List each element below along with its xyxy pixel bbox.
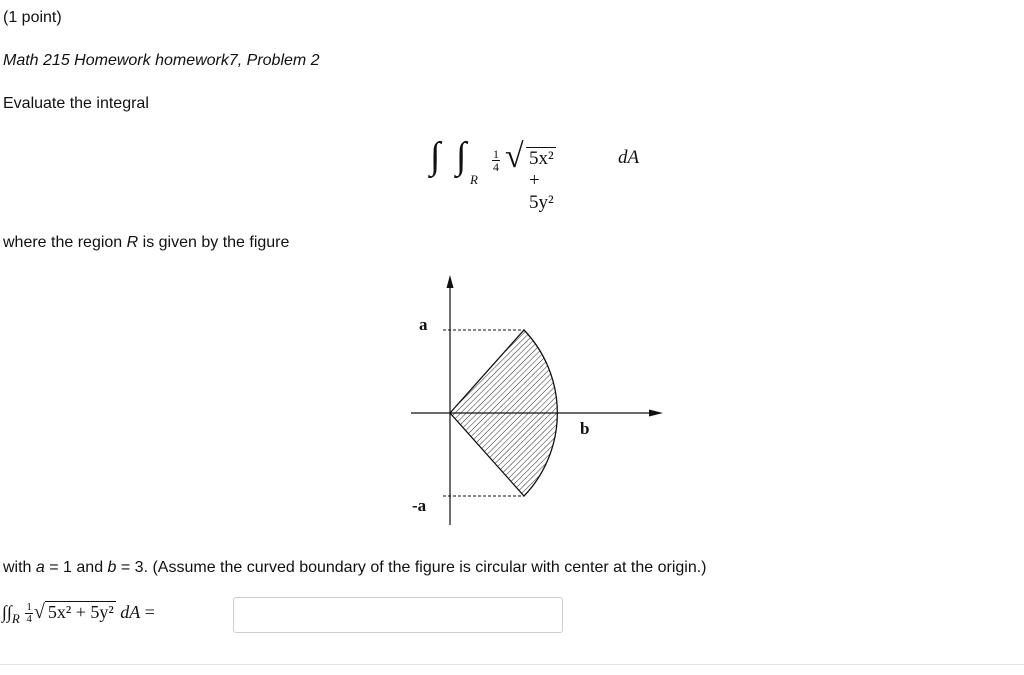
region-figure [409, 272, 665, 527]
eq-a: = 1 and [44, 559, 108, 576]
fraction-numerator: 1 [493, 147, 499, 161]
with-values-text [3, 559, 707, 577]
region-variable: R [126, 234, 139, 251]
radicand: 5x² + 5y² [526, 147, 556, 214]
bottom-divider [0, 664, 1024, 665]
inline-fraction [25, 602, 33, 625]
eq-b: = 3. (Assume the curved boundary of the figure is circular with center at the origin.) [116, 559, 707, 576]
differential: dA [618, 147, 640, 168]
inline-int-2: ∫ [6, 602, 12, 622]
region-figure-svg [409, 272, 665, 527]
inline-frac-num: 1 [26, 601, 32, 614]
points-label: (1 point) [3, 9, 62, 26]
inline-differential: dA [120, 602, 141, 622]
label-a: a [419, 315, 428, 334]
label-b: b [580, 419, 590, 438]
inline-equals: = [144, 602, 155, 622]
y-axis-arrow [447, 275, 454, 288]
region-subscript: R [470, 172, 478, 187]
integral-sign-1: ∫ [430, 135, 441, 177]
var-b: b [107, 559, 117, 576]
instruction-text: Evaluate the integral [3, 95, 149, 112]
integral-sign-2: ∫ [456, 135, 467, 177]
radical-sign: √ [505, 138, 524, 175]
region-description [3, 234, 289, 252]
inline-radical: √ [33, 601, 45, 623]
label-neg-a: -a [412, 496, 427, 515]
fraction-denominator: 4 [493, 160, 499, 174]
with-prefix: with [3, 559, 36, 576]
x-axis-arrow [649, 410, 663, 417]
inline-subscript: R [11, 611, 20, 626]
problem-title: Math 215 Homework homework7, Problem 2 [3, 52, 320, 69]
answer-input[interactable] [233, 597, 563, 633]
region-text-before: where the region [3, 234, 127, 251]
inline-int-1: ∫ [2, 602, 7, 622]
region-text-after: is given by the figure [138, 234, 290, 251]
inline-radicand: 5x² + 5y² [45, 601, 116, 623]
inline-integral [2, 601, 155, 625]
coefficient-fraction [492, 148, 500, 173]
var-a: a [35, 559, 45, 576]
inline-frac-den: 4 [26, 613, 32, 626]
